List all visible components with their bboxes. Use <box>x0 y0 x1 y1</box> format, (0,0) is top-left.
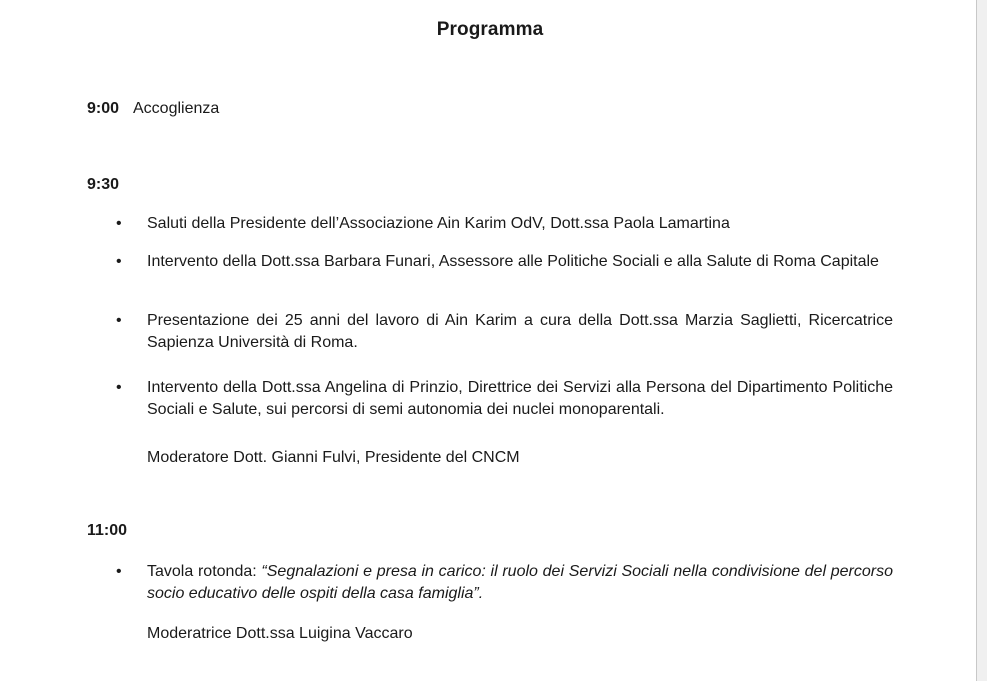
bullet-icon: • <box>116 379 122 396</box>
time-0900: 9:00 <box>87 100 120 117</box>
list-item: Intervento della Dott.ssa Barbara Funari, Assessore alle Politiche Sociali e alla Salute di Roma Capitale <box>147 253 879 270</box>
page-title: Programma <box>436 19 544 40</box>
list-item: Intervento della Dott.ssa Angelina di Prinzio, Direttrice dei Servizi alla Persona del Dipartimento Politiche Sociali e Salute, sui percorsi di semi autonomia dei nuclei monoparentali. <box>147 379 893 418</box>
section-0900-label: Accoglienza <box>133 100 220 117</box>
time-0930: 9:30 <box>87 176 120 193</box>
moderator-1100: Moderatrice Dott.ssa Luigina Vaccaro <box>147 625 413 642</box>
round-table-prefix: Tavola rotonda: <box>147 563 262 580</box>
list-item-round-table <box>147 561 893 605</box>
time-1100: 11:00 <box>87 522 128 539</box>
bullet-icon: • <box>116 563 122 580</box>
page-edge-scroll-area <box>976 0 987 681</box>
list-item: Saluti della Presidente dell’Associazione Ain Karim OdV, Dott.ssa Paola Lamartina <box>147 215 730 232</box>
bullet-icon: • <box>116 215 122 232</box>
round-table-quote: “Segnalazioni e presa in carico: il ruolo dei Servizi Sociali nella condivisione del percorso socio educativo delle ospiti della casa famiglia”. <box>147 563 893 602</box>
bullet-icon: • <box>116 312 122 329</box>
bullet-icon: • <box>116 253 122 270</box>
moderator-0930: Moderatore Dott. Gianni Fulvi, Presidente del CNCM <box>147 449 520 466</box>
list-item: Presentazione dei 25 anni del lavoro di Ain Karim a cura della Dott.ssa Marzia Saglietti, Ricercatrice Sapienza Università di Roma. <box>147 312 893 351</box>
